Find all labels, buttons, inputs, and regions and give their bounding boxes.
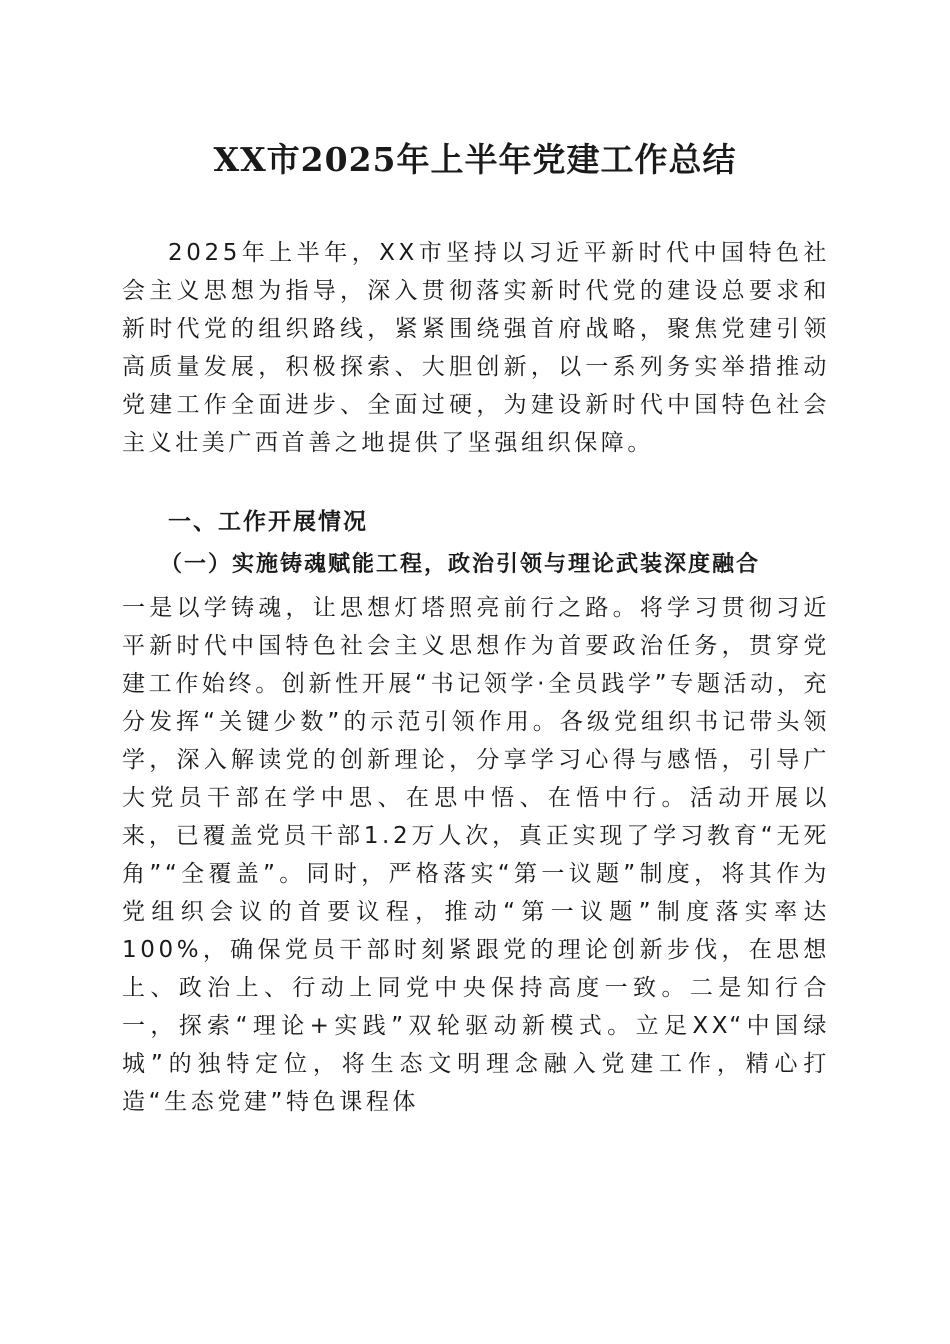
- document-title: XX市2025年上半年党建工作总结: [213, 140, 737, 179]
- section-heading: 一、工作开展情况: [168, 509, 368, 535]
- body-paragraph: 一是以学铸魂，让思想灯塔照亮前行之路。将学习贯彻习近平新时代中国特色社会主义思想作为首要政治任务，贯穿党建工作始终。创新性开展“书记领学·全员践学”专题活动，充分发挥“关键少数”的示范引领作用。各级党组织书记带头领学，深入解读党的创新理论，分享学习心得与感悟，引导广大党员干部在学中思、在思中悟、在悟中行。活动开展以来，已覆盖党员干部1.2万人次，真正实现了学习教育“无死角”“全覆盖”。同时，严格落实“第一议题”制度，将其作为党组织会议的首要议程，推动“第一议题”制度落实率达100%，确保党员干部时刻紧跟党的理论创新步伐，在思想上、政治上、行动上同党中央保持高度一致。二是知行合一，探索“理论+实践”双轮驱动新模式。立足XX“中国绿城”的独特定位，将生态文明理念融入党建工作，精心打造“生态党建”特色课程体: [122, 595, 830, 1115]
- subsection-heading: （一）实施铸魂赋能工程，政治引领与理论武装深度融合: [160, 552, 761, 577]
- intro-paragraph: 2025年上半年，XX市坚持以习近平新时代中国特色社会主义思想为指导，深入贯彻落实新时代党的建设总要求和新时代党的组织路线，紧紧围绕强首府战略，聚焦党建引领高质量发展，积极探索、大胆创新，以一系列务实举措推动党建工作全面进步、全面过硬，为建设新时代中国特色社会主义壮美广西首善之地提供了坚强组织保障。: [122, 240, 830, 456]
